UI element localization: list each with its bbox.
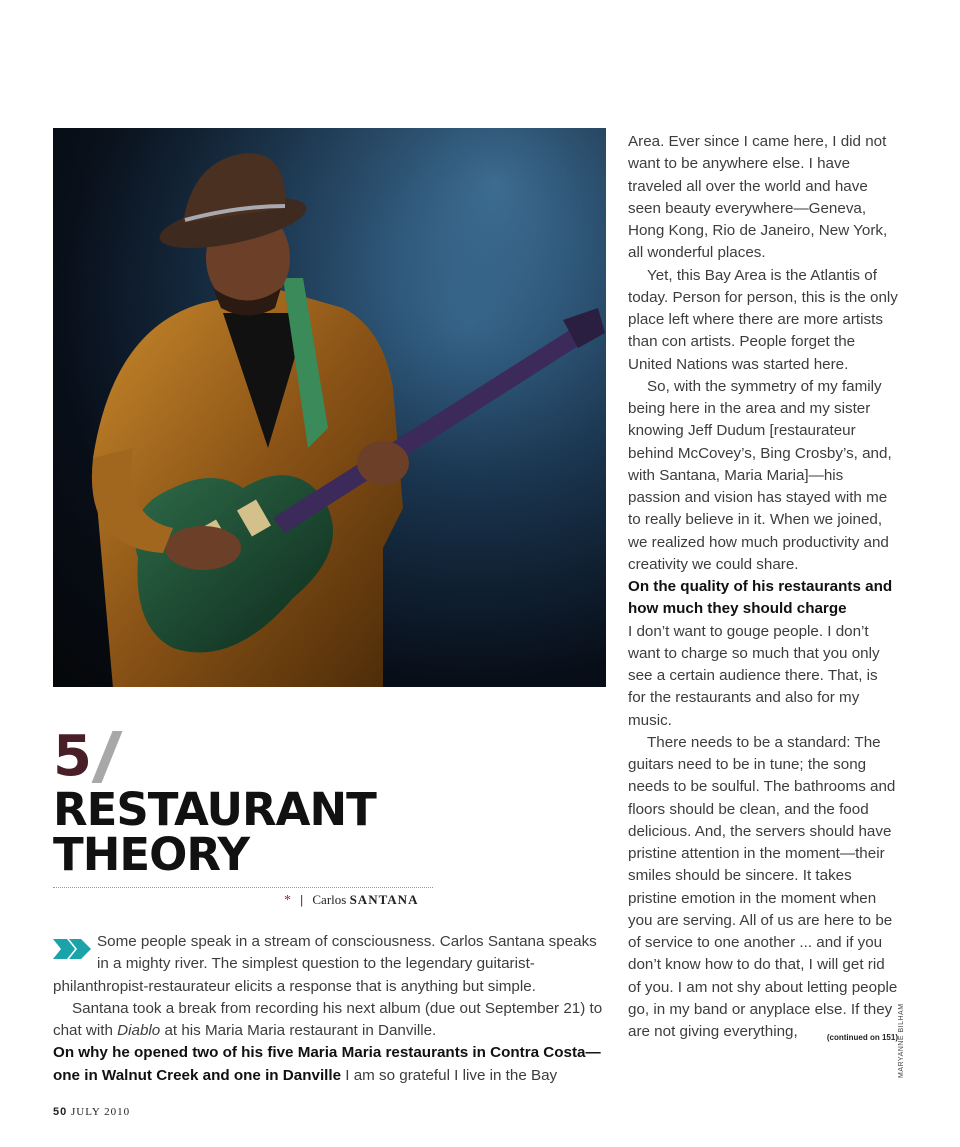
right-paragraph-1: Area. Ever since I came here, I did not want to be anywhere else. I have traveled all over the world and have seen beauty everywhere—Geneva, Hong Kong, Rio de Janeiro, New York, all wonderful places. (628, 133, 888, 262)
question-1-text: On why he opened two of his five Maria Maria restaurants in Contra Costa—one in Walnut Creek and one in Danville (53, 1044, 601, 1084)
byline (284, 892, 418, 909)
section-number-text: 5 (53, 724, 90, 789)
intro-p2-end: at his Maria Maria restaurant in Danville. (160, 1022, 437, 1039)
right-paragraph-5-text: There needs to be a standard: The guitars need to be in tune; the song needs to be soulful. The bathrooms and floors should be clean, and the food delicious. And, the servers should have pristine attention in the moment—their smiles should be sincere. It takes pristine emotion in the moment when you are serving. All of us are here to be of service to one another ... and if you don’t know how to do that, I will get rid of you. I am not shy about letting people go, in my band or anyplace else. If they are not giving everything, (628, 733, 898, 1040)
right-paragraph-4: I don’t want to gouge people. I don’t want to charge so much that you only see a certain audience there. That, is for the restaurants and also for my music. (628, 622, 880, 729)
section-title-line-1: RESTAURANT (53, 783, 376, 836)
intro-text (53, 931, 607, 1087)
page-footer (53, 1106, 130, 1118)
photo-credit: MARYANNE BILHAM (898, 1003, 905, 1078)
page-number: 50 (53, 1106, 68, 1118)
intro-p2-text: Santana took a break from recording his next album (due out September 21) to chat with (53, 999, 603, 1039)
right-paragraph-5 (628, 732, 898, 1044)
intro-paragraph-1-text: Some people speak in a stream of consciousness. Carlos Santana speaks in a mighty river. The simplest question to the legendary guitarist-philanthropist-restaurateur elicits a response that is anything but simple. (53, 933, 597, 995)
section-title (53, 783, 376, 881)
byline-separator: | (300, 892, 304, 907)
section-slash (91, 731, 122, 783)
right-paragraph-3: So, with the symmetry of my family being here in the area and my sister knowing Jeff Dudum [restaurateur behind McCovey’s, Bing Crosby’s, and, with Santana, Maria Maria]—his passion and vision has stayed with me to really believe in it. When we joined, we realized how much productivity and creativity we could share. (628, 377, 892, 573)
continued-note: (continued on 151) (826, 1033, 898, 1042)
guitarist-illustration (53, 128, 606, 687)
right-paragraph-2: Yet, this Bay Area is the Atlantis of today. Person for person, this is the only place left where there are more artists than con artists. People forget the United Nations was started here. (628, 266, 898, 373)
asterisk-icon: * (284, 893, 291, 908)
section-title-line-2: THEORY (53, 828, 250, 881)
intro-paragraph-1 (53, 931, 607, 998)
question-2: On the quality of his restaurants and how much they should charge (628, 578, 893, 618)
byline-last-name: SANTANA (349, 892, 419, 907)
right-column-text (628, 131, 898, 1049)
byline-divider (53, 887, 433, 888)
intro-paragraph-2 (53, 998, 607, 1043)
section-number (53, 724, 112, 789)
magazine-name: Diablo (117, 1022, 161, 1039)
byline-first-name: Carlos (312, 892, 347, 907)
answer-1-start: I am so grateful I live in the Bay (341, 1066, 558, 1084)
guitarist-photo (53, 128, 606, 687)
question-1 (53, 1042, 607, 1087)
issue-date: JULY 2010 (71, 1106, 131, 1118)
double-chevron-arrow-icon (53, 935, 93, 963)
